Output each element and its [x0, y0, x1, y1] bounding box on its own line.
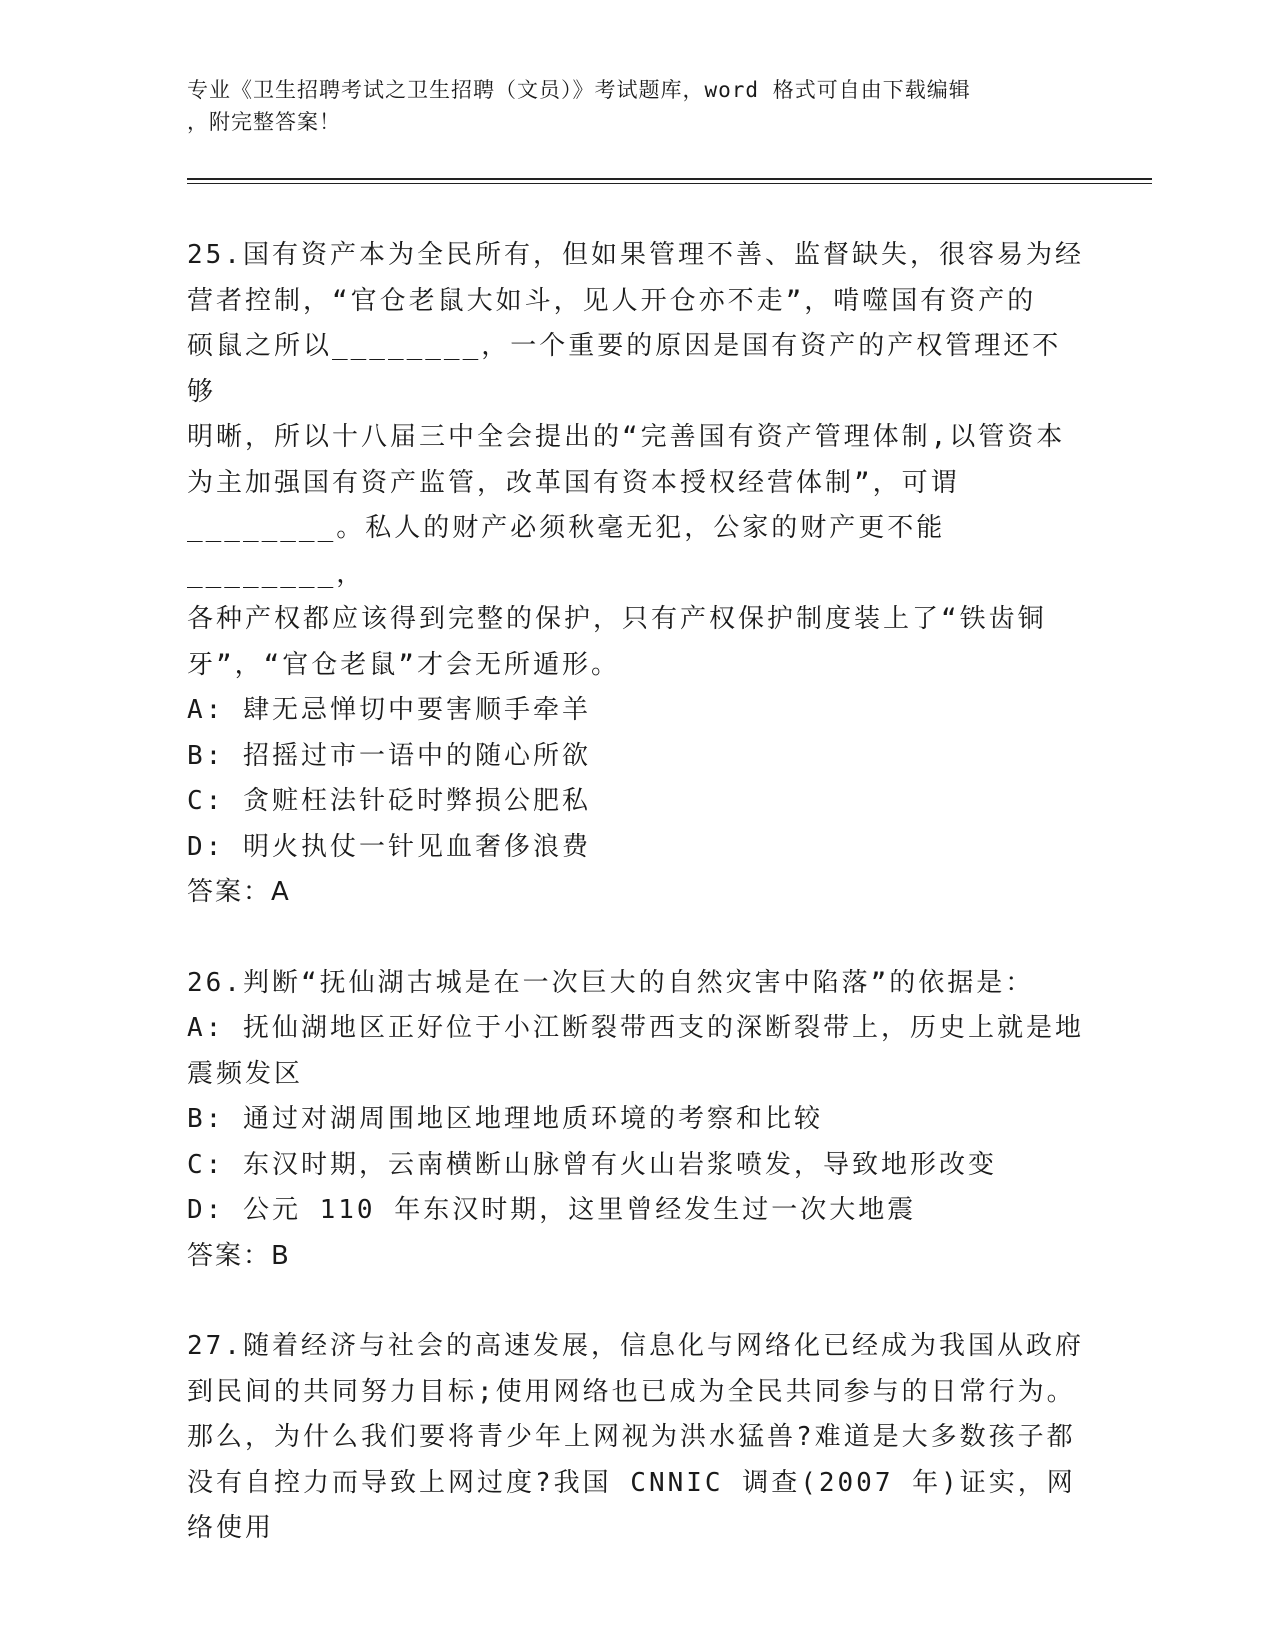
option-b: B: 招摇过市一语中的随心所欲 [187, 740, 591, 771]
question-stem-line: 25.国有资产本为全民所有，但如果管理不善、监督缺失，很容易为经 [187, 240, 1084, 270]
option-a: A: 抚仙湖地区正好位于小江断裂带西支的深断裂带上，历史上就是地 [187, 1013, 1084, 1043]
header-divider-thin [187, 183, 1152, 184]
option-a-continued: 震频发区 [187, 1058, 304, 1089]
question-stem-line: 27.随着经济与社会的高速发展，信息化与网络化已经成为我国从政府 [187, 1331, 1084, 1361]
option-a: A: 肆无忌惮切中要害顺手牵羊 [187, 695, 591, 725]
question-stem-line: 各种产权都应该得到完整的保护，只有产权保护制度装上了“铁齿铜 [187, 604, 1047, 634]
question-stem-line: 为主加强国有资产监管，改革国有资本授权经营体制”，可谓 [187, 467, 960, 498]
question-stem-line: ________。私人的财产必须秋毫无犯，公家的财产更不能________， [187, 513, 946, 589]
question-27 [187, 1324, 1087, 1552]
question-list [187, 233, 1087, 1552]
question-stem-line: 到民间的共同努力目标;使用网络也已成为全民共同参与的日常行为。 [187, 1376, 1076, 1407]
answer-line: 答案：A [187, 877, 291, 907]
question-25 [187, 233, 1087, 916]
question-stem-line: 26.判断“抚仙湖古城是在一次巨大的自然灾害中陷落”的依据是： [187, 967, 1035, 998]
question-spacer [187, 916, 1087, 961]
option-c: C: 贪赃枉法针砭时弊损公肥私 [187, 786, 591, 816]
question-stem-line: 营者控制，“官仓老鼠大如斗，见人开仓亦不走”，啃噬国有资产的 [187, 285, 1037, 316]
header-line-1: 专业《卫生招聘考试之卫生招聘（文员）》考试题库，word 格式可自由下载编辑 [187, 78, 971, 102]
question-26 [187, 961, 1087, 1280]
option-d: D: 明火执仗一针见血奢侈浪费 [187, 831, 591, 862]
question-stem-line: 明晰，所以十八届三中全会提出的“完善国有资产管理体制,以管资本 [187, 422, 1066, 452]
option-b: B: 通过对湖周围地区地理地质环境的考察和比较 [187, 1104, 823, 1134]
document-header [187, 74, 1067, 138]
option-c: C: 东汉时期，云南横断山脉曾有火山岩浆喷发，导致地形改变 [187, 1149, 997, 1180]
header-divider-thick [187, 178, 1152, 180]
question-spacer [187, 1279, 1087, 1324]
header-line-2: ，附完整答案！ [187, 110, 341, 134]
question-stem-line: 那么，为什么我们要将青少年上网视为洪水猛兽?难道是大多数孩子都 [187, 1422, 1076, 1452]
question-stem-line: 硕鼠之所以________，一个重要的原因是国有资产的产权管理还不够 [187, 331, 1062, 407]
question-stem-line: 没有自控力而导致上网过度?我国 CNNIC 调查(2007 年)证实，网络使用 [187, 1467, 1076, 1543]
question-stem-line: 牙”，“官仓老鼠”才会无所遁形。 [187, 649, 620, 680]
answer-line: 答案：B [187, 1240, 291, 1271]
option-d: D: 公元 110 年东汉时期，这里曾经发生过一次大地震 [187, 1195, 917, 1225]
